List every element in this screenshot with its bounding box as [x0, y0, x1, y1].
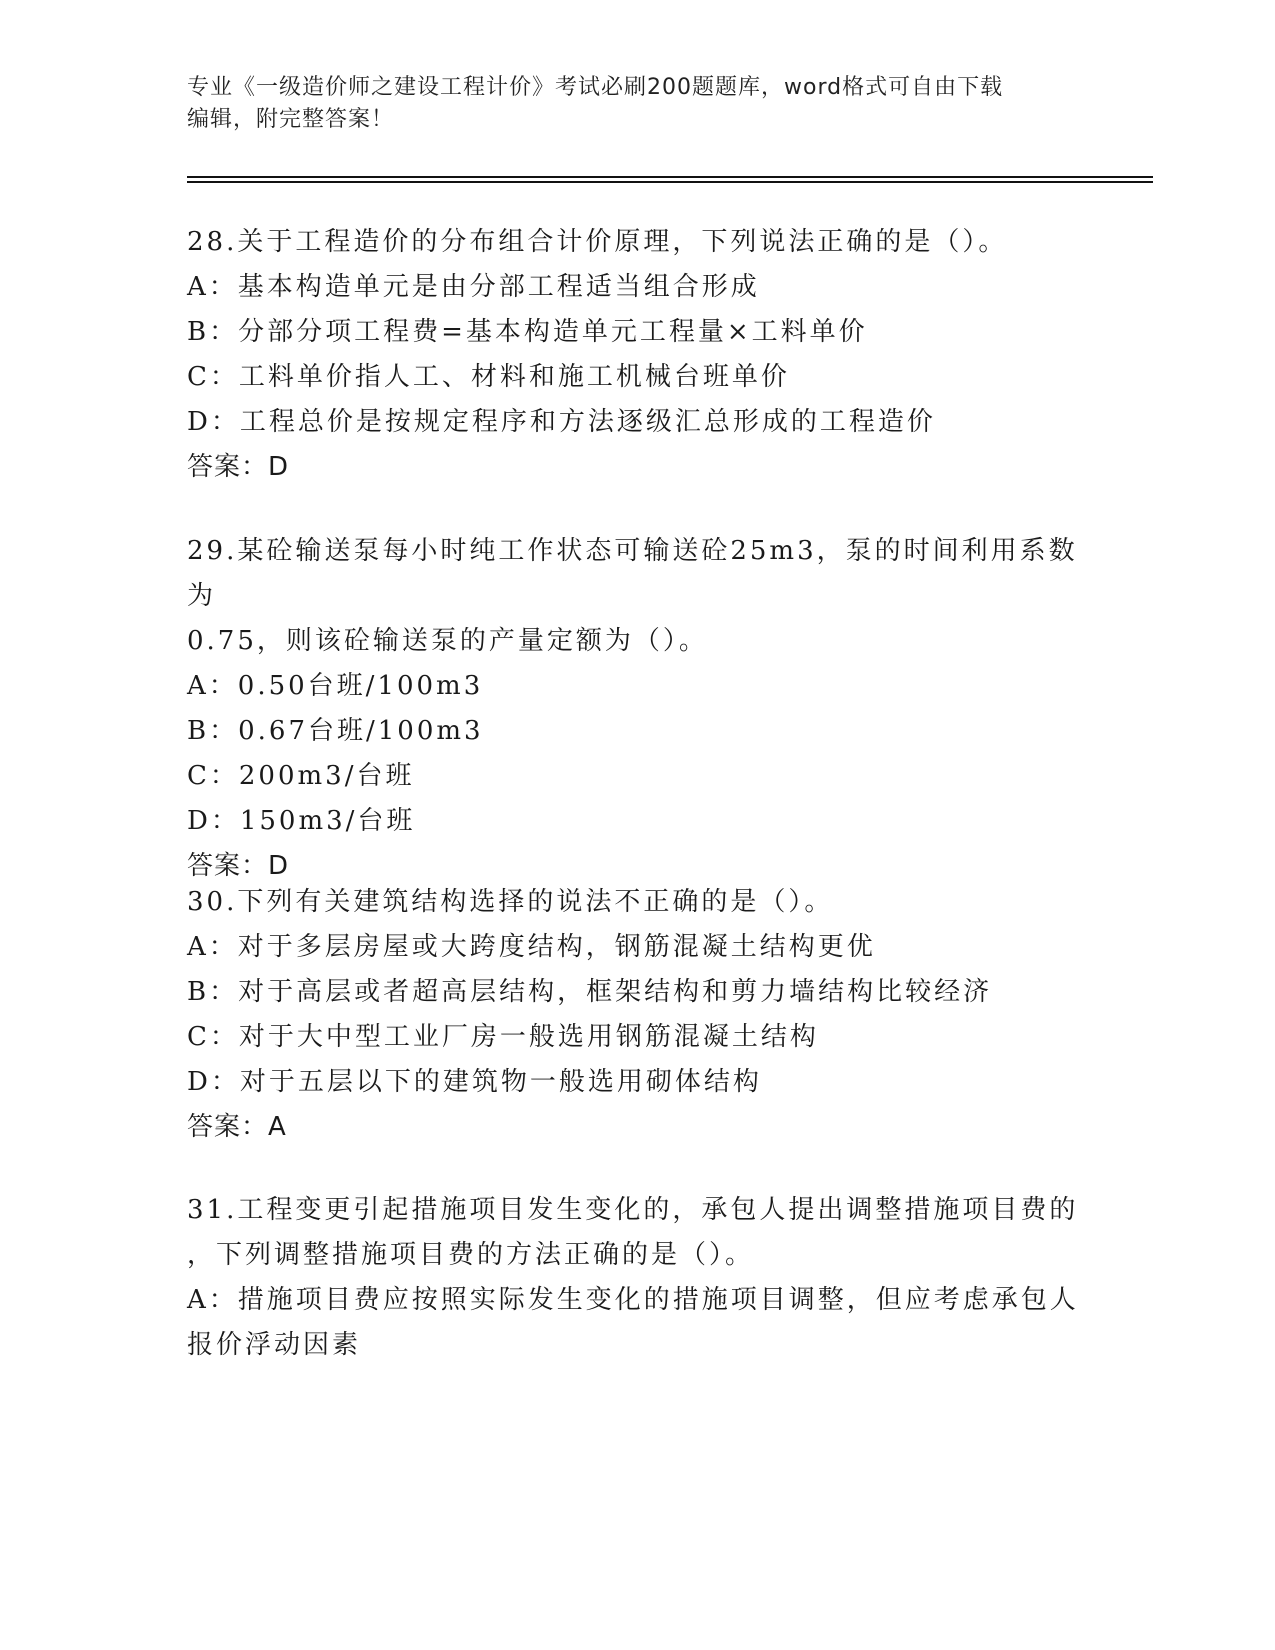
answer: 答案：A [187, 1112, 287, 1142]
question-stem-continued: 0.75，则该砼输送泵的产量定额为（）。 [187, 626, 708, 656]
header-divider-top [187, 176, 1153, 178]
document-header [187, 72, 1087, 136]
header-line-2: 编辑，附完整答案！ [187, 107, 395, 132]
question-stem: 29.某砼输送泵每小时纯工作状态可输送砼25m3，泵的时间利用系数为 [187, 536, 1078, 611]
option-d: D：150m3/台班 [187, 806, 416, 836]
question-stem: 28.关于工程造价的分布组合计价原理，下列说法正确的是（）。 [187, 227, 1008, 257]
question-28 [187, 220, 1087, 490]
option-c: C：工料单价指人工、材料和施工机械台班单价 [187, 362, 790, 392]
option-a: A：0.50台班/100m3 [187, 671, 484, 701]
question-stem-continued: ，下列调整措施项目费的方法正确的是（）。 [187, 1240, 755, 1270]
option-a: A：基本构造单元是由分部工程适当组合形成 [187, 272, 760, 302]
option-b: B：对于高层或者超高层结构，框架结构和剪力墙结构比较经济 [187, 977, 993, 1007]
option-b: B：0.67台班/100m3 [187, 716, 484, 746]
option-a-continued: 报价浮动因素 [187, 1330, 362, 1360]
option-a: A：措施项目费应按照实际发生变化的措施项目调整，但应考虑承包人 [187, 1285, 1079, 1315]
question-30 [187, 880, 1087, 1150]
answer: 答案：D [187, 851, 290, 881]
option-a: A：对于多层房屋或大跨度结构，钢筋混凝土结构更优 [187, 932, 876, 962]
answer: 答案：D [187, 452, 290, 482]
header-divider-bottom [187, 181, 1153, 183]
option-c: C：对于大中型工业厂房一般选用钢筋混凝土结构 [187, 1022, 819, 1052]
question-29 [187, 529, 1087, 889]
option-d: D：对于五层以下的建筑物一般选用砌体结构 [187, 1067, 762, 1097]
question-stem: 30.下列有关建筑结构选择的说法不正确的是（）。 [187, 887, 834, 917]
question-31 [187, 1188, 1087, 1368]
option-b: B：分部分项工程费=基本构造单元工程量×工料单价 [187, 317, 868, 347]
question-stem: 31.工程变更引起措施项目发生变化的，承包人提出调整措施项目费的 [187, 1195, 1079, 1225]
header-line-1: 专业《一级造价师之建设工程计价》考试必刷200题题库，word格式可自由下载 [187, 75, 1004, 100]
option-c: C：200m3/台班 [187, 761, 415, 791]
option-d: D：工程总价是按规定程序和方法逐级汇总形成的工程造价 [187, 407, 936, 437]
